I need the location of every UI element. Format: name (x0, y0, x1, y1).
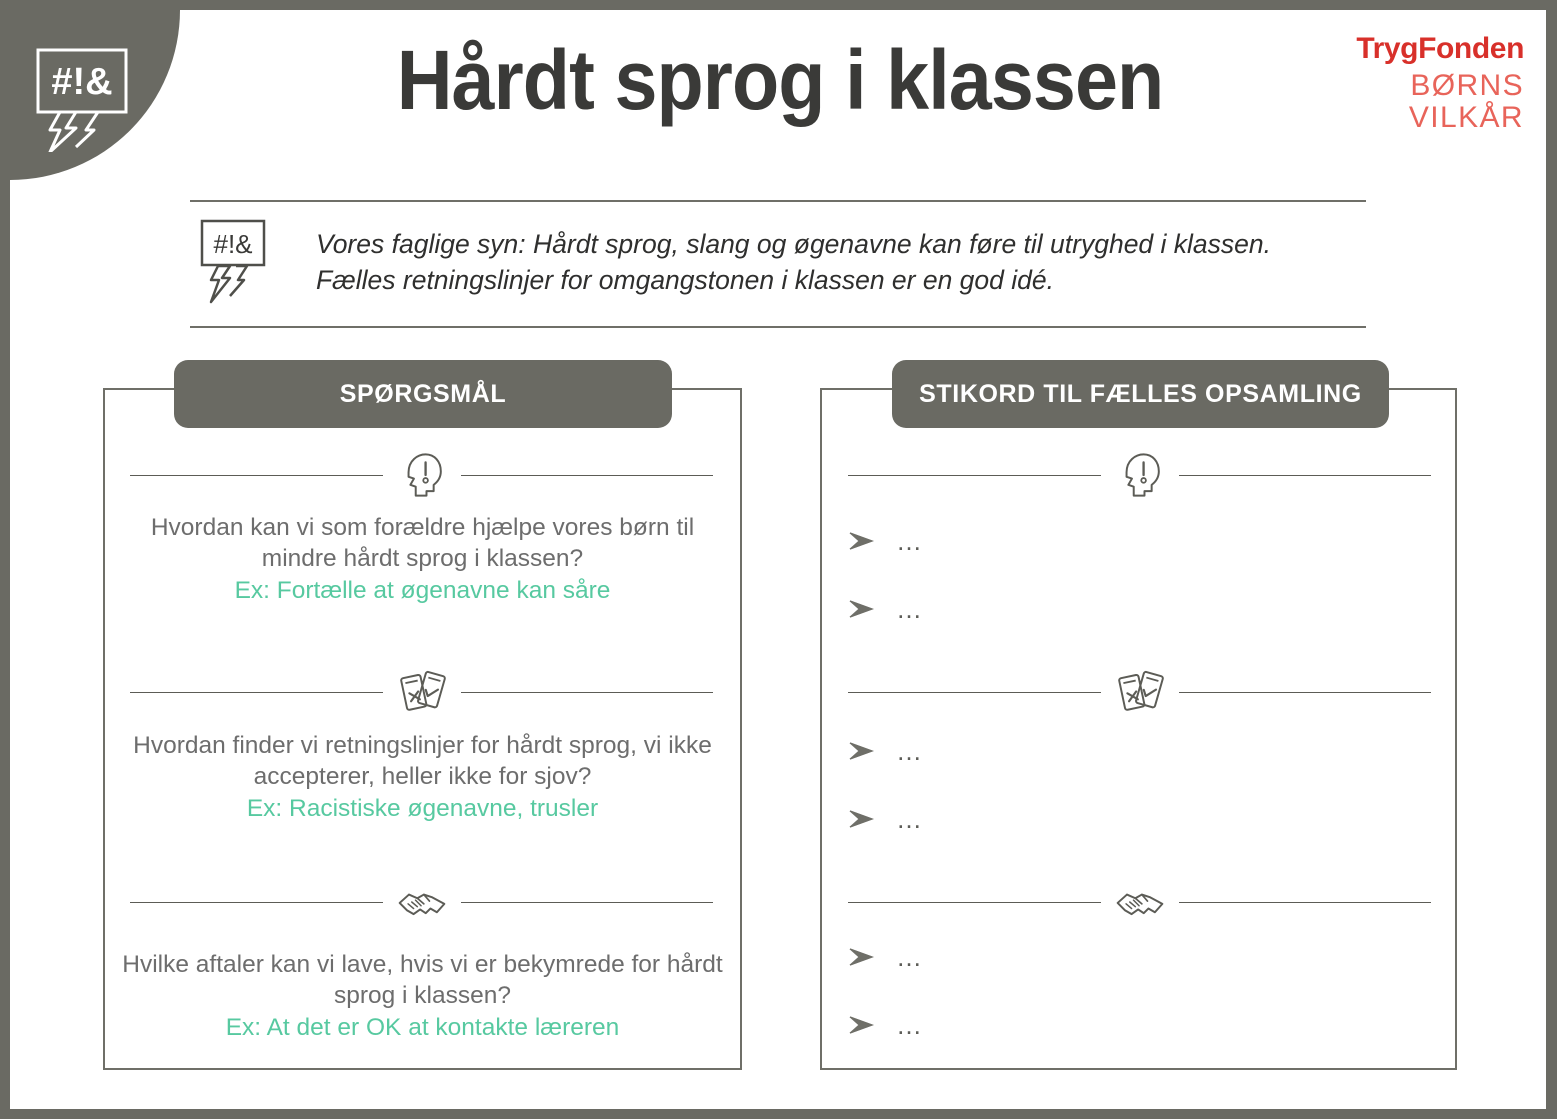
page-title: Hårdt sprog i klassen (396, 33, 1164, 127)
question-1-text: Hvordan kan vi som forældre hjælpe vores børn til mindre hårdt sprog i klassen? (150, 514, 695, 572)
note-bullet-1-2[interactable] (848, 594, 925, 624)
statement-text: Vores faglige syn: Hårdt sprog, slang og øgenavne kan føre til utryghed i klassen. Fælles retningslinjer for omgangstonen i klassen er en god idé. (316, 229, 1271, 295)
divider-rule (461, 902, 714, 903)
boerns-vilkaar-logo (1224, 70, 1524, 135)
divider-handshake-left (130, 872, 713, 932)
trygfonden-logo: TrygFonden (1356, 32, 1524, 65)
speech-bubble-lightning-icon (198, 218, 294, 308)
divider-rule (848, 475, 1101, 476)
brand-logos (1224, 32, 1524, 135)
question-1 (120, 513, 725, 607)
question-3-example: Ex: At det er OK at kontakte læreren (225, 1013, 620, 1041)
divider-rule (848, 692, 1101, 693)
arrow-bullet-icon (848, 1013, 874, 1037)
questions-header-pill: SPØRGSMÅL (174, 360, 672, 428)
note-bullet-text: … (896, 1010, 925, 1040)
statement-band (190, 200, 1366, 328)
speech-bubble-lightning-icon (32, 42, 142, 152)
question-3 (120, 950, 725, 1044)
divider-cards-left (130, 662, 713, 722)
divider-rule (130, 692, 383, 693)
divider-rule (1179, 475, 1432, 476)
poster-sheet (10, 10, 1546, 1109)
handshake-icon (393, 873, 451, 931)
question-3-text: Hvilke aftaler kan vi lave, hvis vi er bekymrede for hårdt sprog i klassen? (122, 951, 723, 1009)
boerns-vilkaar-line2: VILKÅR (1408, 101, 1524, 135)
divider-rule (130, 475, 383, 476)
divider-rule (1179, 692, 1432, 693)
cards-x-check-icon (1111, 663, 1169, 721)
divider-rule (461, 475, 714, 476)
note-bullet-text: … (896, 942, 925, 972)
arrow-bullet-icon (848, 529, 874, 553)
head-exclamation-icon (393, 446, 451, 504)
divider-rule (1179, 902, 1432, 903)
notes-header-pill: STIKORD TIL FÆLLES OPSAMLING (892, 360, 1389, 428)
cards-x-check-icon (393, 663, 451, 721)
divider-rule (848, 902, 1101, 903)
divider-rule (461, 692, 714, 693)
note-bullet-text: … (896, 526, 925, 556)
divider-rule (130, 902, 383, 903)
arrow-bullet-icon (848, 945, 874, 969)
note-bullet-text: … (896, 804, 925, 834)
note-bullet-3-2[interactable] (848, 1010, 925, 1040)
boerns-vilkaar-line1: BØRNS (1410, 69, 1524, 102)
head-exclamation-icon (1111, 446, 1169, 504)
note-bullet-2-1[interactable] (848, 736, 925, 766)
arrow-bullet-icon (848, 739, 874, 763)
question-2-example: Ex: Racistiske øgenavne, trusler (246, 794, 599, 822)
handshake-icon (1111, 873, 1169, 931)
question-2-text: Hvordan finder vi retningslinjer for hårdt sprog, vi ikke accepterer, heller ikke for sjov? (133, 732, 712, 790)
divider-cards-right (848, 662, 1431, 722)
divider-handshake-right (848, 872, 1431, 932)
note-bullet-1-1[interactable] (848, 526, 925, 556)
note-bullet-text: … (896, 736, 925, 766)
divider-head-exclamation-right (848, 445, 1431, 505)
arrow-bullet-icon (848, 807, 874, 831)
note-bullet-2-2[interactable] (848, 804, 925, 834)
note-bullet-text: … (896, 594, 925, 624)
note-bullet-3-1[interactable] (848, 942, 925, 972)
divider-head-exclamation-left (130, 445, 713, 505)
question-1-example: Ex: Fortælle at øgenavne kan såre (234, 576, 611, 604)
svg-text:#!&: #!& (213, 229, 253, 259)
question-2 (120, 731, 725, 825)
svg-text:#!&: #!& (51, 61, 113, 103)
arrow-bullet-icon (848, 597, 874, 621)
